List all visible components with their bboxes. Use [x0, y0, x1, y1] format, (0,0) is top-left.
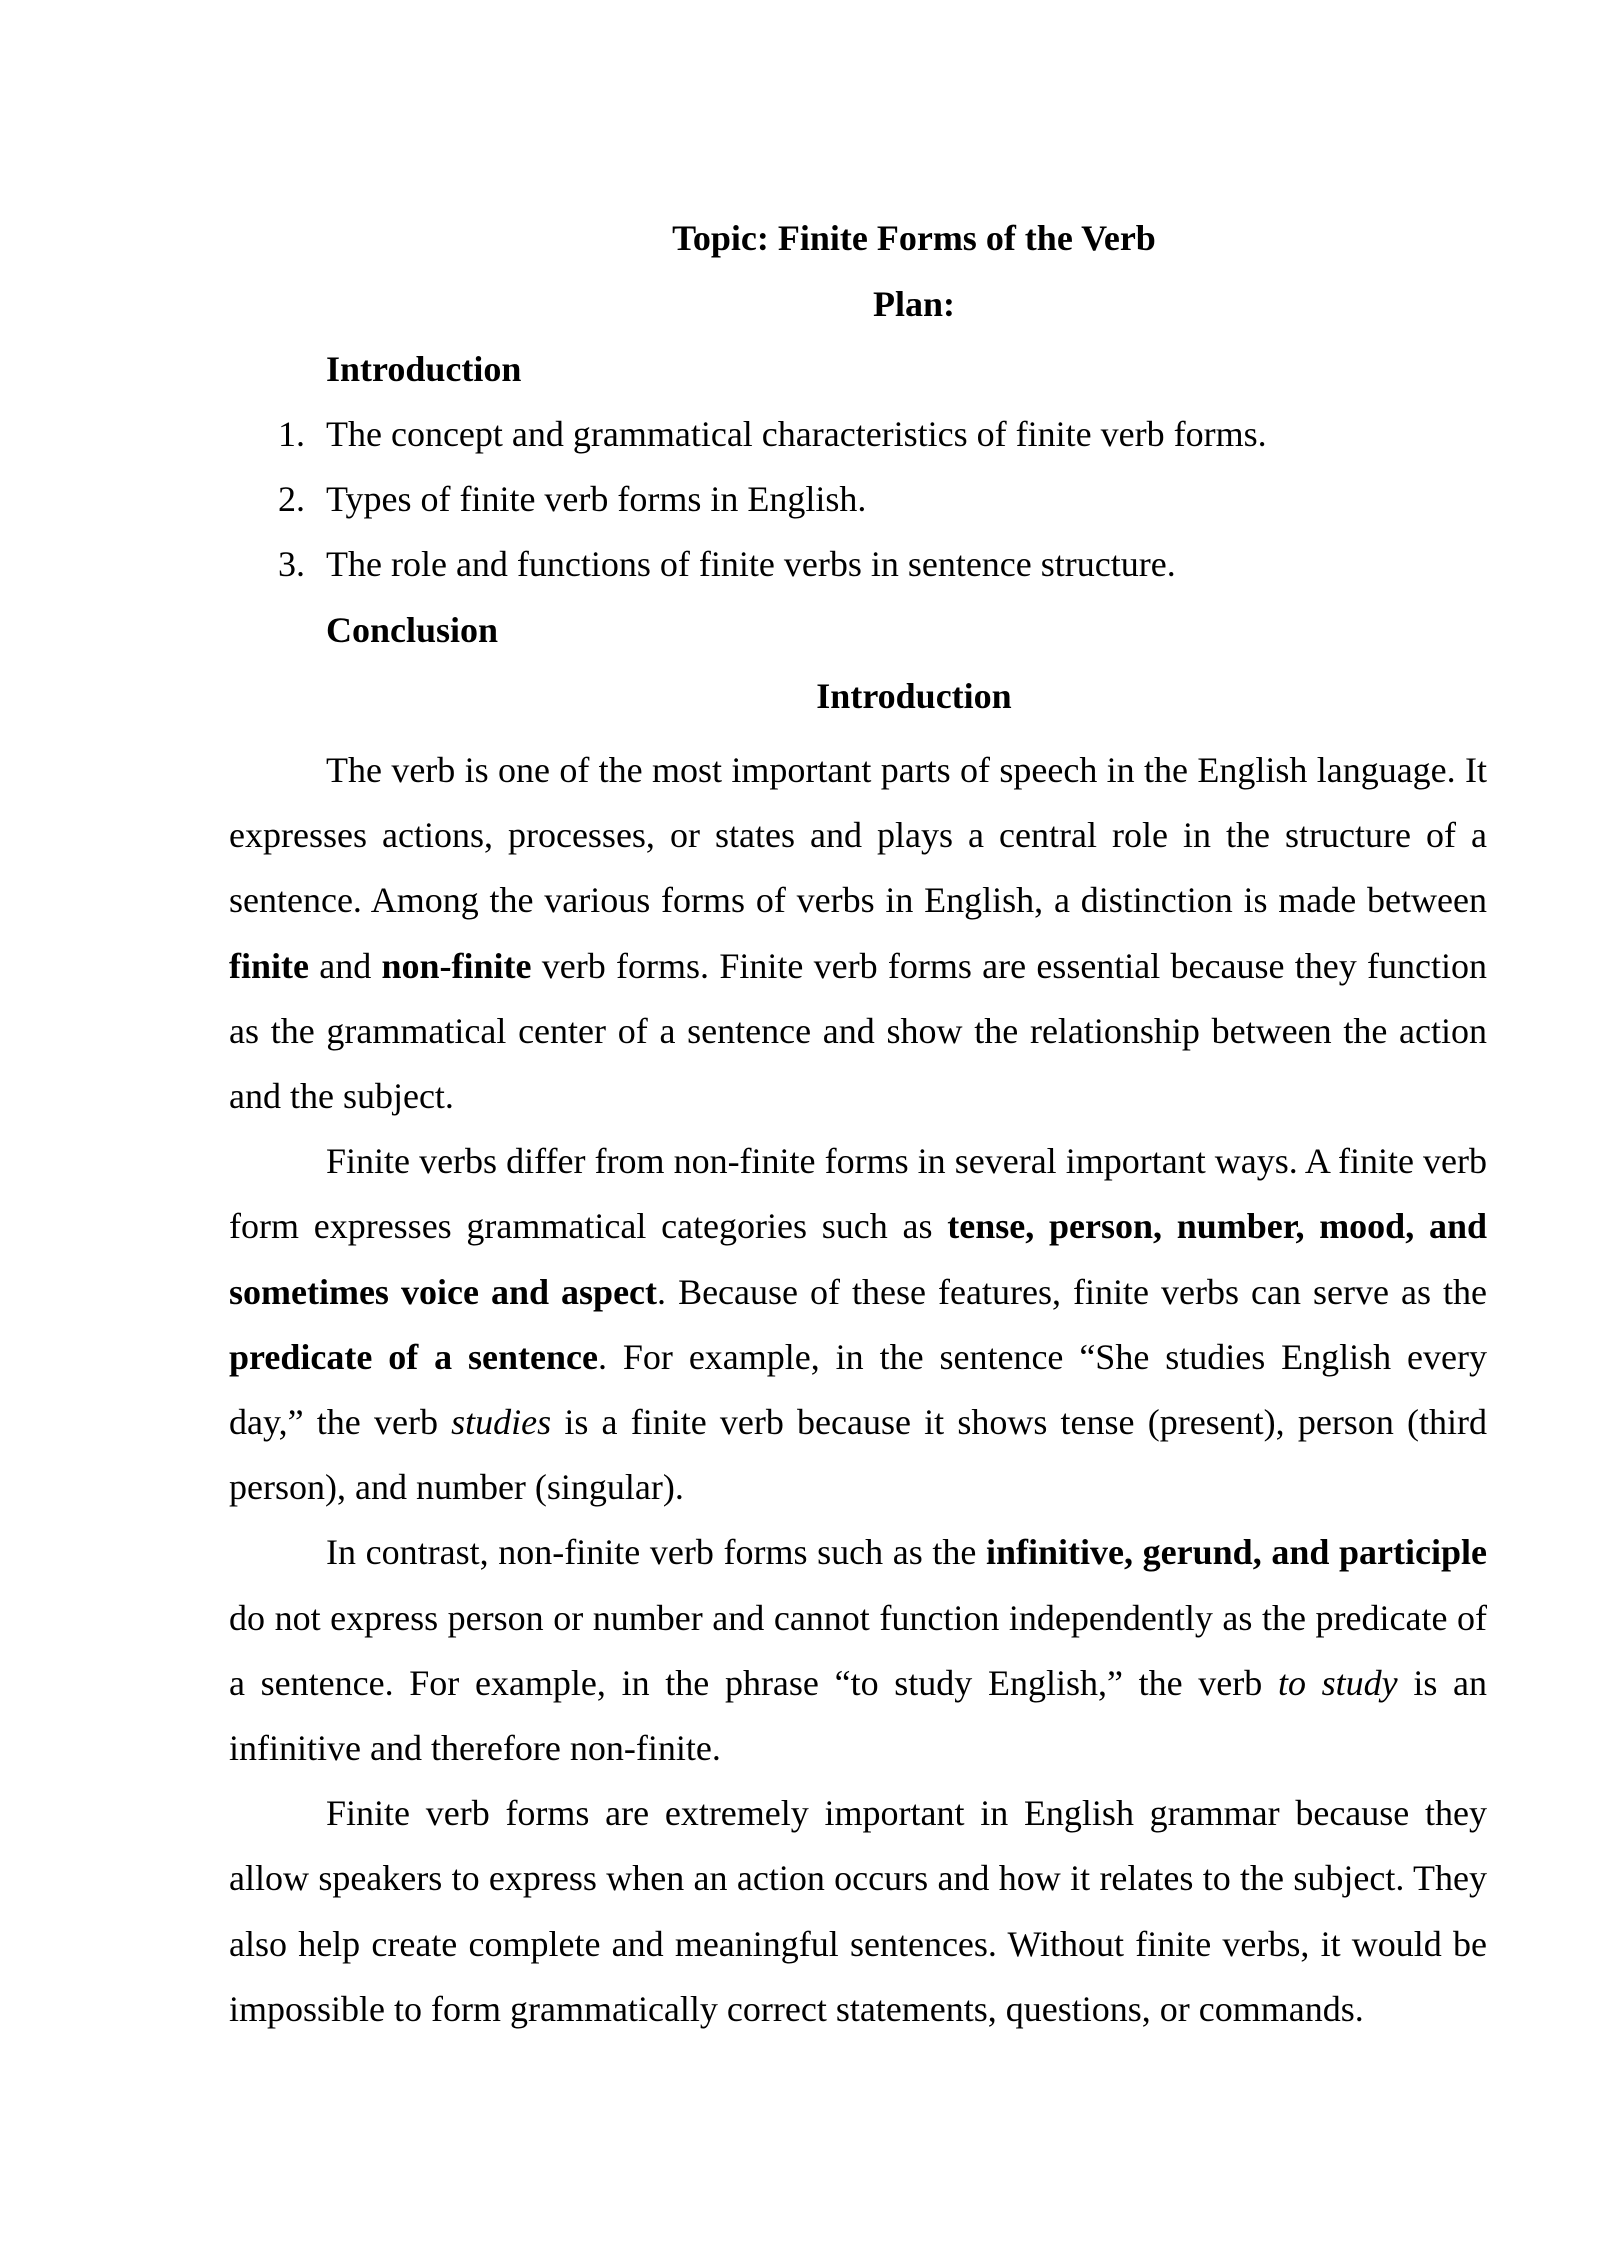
plan-item-number: 3. [278, 544, 305, 584]
paragraph-text: Finite verbs differ from non-finite forms in several important ways. A finite verb form expresses grammatical categories such as [229, 1141, 1487, 1247]
paragraph-1 [229, 738, 1487, 1129]
paragraph-text: In contrast, non-finite verb forms such as the [326, 1532, 987, 1573]
paragraph-text: The verb is one of the most important parts of speech in the English language. It expresses actions, processes, or states and plays a central role in the structure of a sentence. Among the various forms of verbs in English, a distinction is made between [229, 750, 1487, 921]
plan-item-number: 1. [278, 414, 305, 454]
paragraph-text: Finite verb forms are extremely important in English grammar because they allow speakers to express when an action occurs and how it relates to the subject. They also help create complete and meaningful sentences. Without finite verbs, it would be impossible to form grammatically correct statements, questions, or commands. [229, 1793, 1487, 2029]
paragraph-text: is an infinitive and therefore non-finite. [229, 1662, 1488, 1769]
paragraph-3 [229, 1520, 1487, 1781]
document-title: Topic: Finite Forms of the Verb [672, 218, 1156, 258]
plan-item-text: The concept and grammatical characteristics of finite verb forms. [326, 414, 1267, 454]
bold-term: finite [229, 945, 309, 986]
paragraph-text: is a finite verb because it shows tense (present), person (third person), and number (singular). [229, 1402, 1487, 1508]
plan-title: Plan: [872, 284, 955, 324]
paragraph-4 [229, 1781, 1487, 2042]
bold-term: non-finite [381, 945, 532, 986]
bold-term: predicate of a sentence [229, 1336, 598, 1377]
paragraph-text: verb forms. Finite verb forms are essential because they function as the grammatical center of a sentence and show the relationship between the action and the subject. [229, 945, 1487, 1117]
bold-term: tense, person, number, mood, and sometimes voice and aspect [229, 1206, 1487, 1312]
paragraph-text: do not express person or number and cannot function independently as the predicate of a sentence. For example, in the phrase “to study English,” the verb [229, 1597, 1487, 1703]
paragraph-2 [229, 1129, 1487, 1520]
section-heading-introduction: Introduction [816, 676, 1012, 716]
italic-example: to study [1277, 1662, 1398, 1703]
bold-term: infinitive, gerund, and participle [986, 1532, 1488, 1573]
plan-item-number: 2. [278, 479, 305, 519]
italic-example: studies [451, 1402, 552, 1443]
document-body [229, 738, 1487, 2042]
plan-introduction: Introduction [326, 349, 522, 389]
paragraph-text: and [308, 945, 382, 986]
paragraph-text: . For example, in the sentence “She studies English every day,” the verb [229, 1336, 1487, 1443]
paragraph-text: . Because of these features, finite verbs can serve as the [657, 1271, 1488, 1312]
plan-conclusion: Conclusion [326, 610, 499, 650]
plan-item-text: Types of finite verb forms in English. [326, 479, 867, 519]
plan-item-text: The role and functions of finite verbs in sentence structure. [326, 544, 1176, 584]
